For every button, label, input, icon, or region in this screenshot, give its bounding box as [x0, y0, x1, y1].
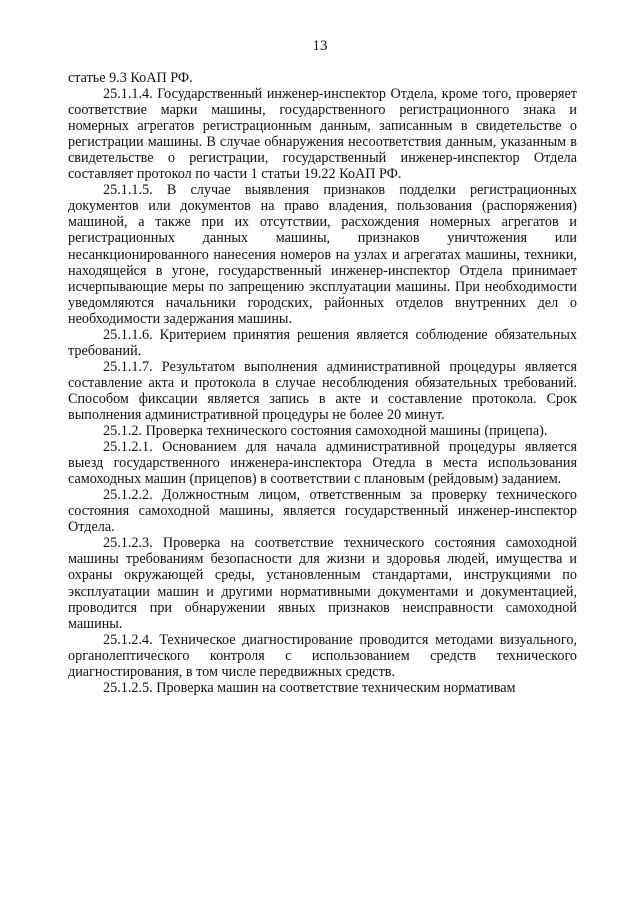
- paragraph: 25.1.2.5. Проверка машин на соответствие техническим нормативам: [103, 679, 516, 696]
- body-text: [68, 70, 577, 696]
- paragraph: 25.1.2.4. Техническое диагностирование проводится методами визуального, органолептического контроля с использованием средств технического диагностирования, в том числе передвижных средств.: [68, 631, 577, 680]
- paragraph: 25.1.1.7. Результатом выполнения административной процедуры является составление акта и протокола в случае несоблюдения обязательных требований. Способом фиксации является запись в акте и составление протокола. Срок выполнения административной процедуры не более 20 минут.: [68, 358, 577, 423]
- paragraph: 25.1.2.1. Основанием для начала административной процедуры является выезд государственного инженера-инспектора Отедла в места использования самоходных машин (прицепов) в соответствии с плановым (рейдовым) заданием.: [68, 439, 577, 488]
- paragraph: 25.1.1.4. Государственный инженер-инспектор Отдела, кроме того, проверяет соответствие марки машины, государственного регистрационного знака и номерных агрегатов регистрационным данным, записанным в свидетельстве о регистрации машины. В случае обнаружения несоответствия данным, указанным в свидетельстве о регистрации, государственный инженер-инспектор Отдела составляет протокол по части 1 статьи 19.22 КоАП РФ.: [68, 86, 577, 183]
- paragraph: 25.1.2.2. Должностным лицом, ответственным за проверку технического состояния самоходной машины, является государственный инженер-инспектор Отдела.: [68, 487, 577, 536]
- paragraph: 25.1.2. Проверка технического состояния самоходной машины (прицепа).: [103, 423, 548, 440]
- paragraph: 25.1.1.5. В случае выявления признаков подделки регистрационных документов или документов на право владения, пользования (распоряжения) машиной, а также при их отсутствии, расхождения номерных агрегатов и регистрационных данных машины, признаков уничтожения или несанкционированного нанесения номеров на узлах и агрегатах машины, техники, находящейся в угоне, государственный инженер-инспектор Отдела принимает исчерпывающие меры по запрещению эксплуатации машины. При необходимости уведомляются начальники городских, районных отделов внутренних дел о необходимости задержания машины.: [68, 182, 577, 327]
- paragraph: 25.1.1.6. Критерием принятия решения является соблюдение обязательных требований.: [68, 326, 577, 359]
- page-number: 13: [312, 38, 328, 54]
- paragraph: статье 9.3 КоАП РФ.: [68, 70, 193, 86]
- paragraph: 25.1.2.3. Проверка на соответствие технического состояния самоходной машины требованиям безопасности для жизни и здоровья людей, имущества и охраны окружающей среды, установленным стандартами, инструкциями по эксплуатации машин и другими нормативными документами и документацией, проводится при обнаружении явных признаков неисправности самоходной машины.: [68, 535, 577, 632]
